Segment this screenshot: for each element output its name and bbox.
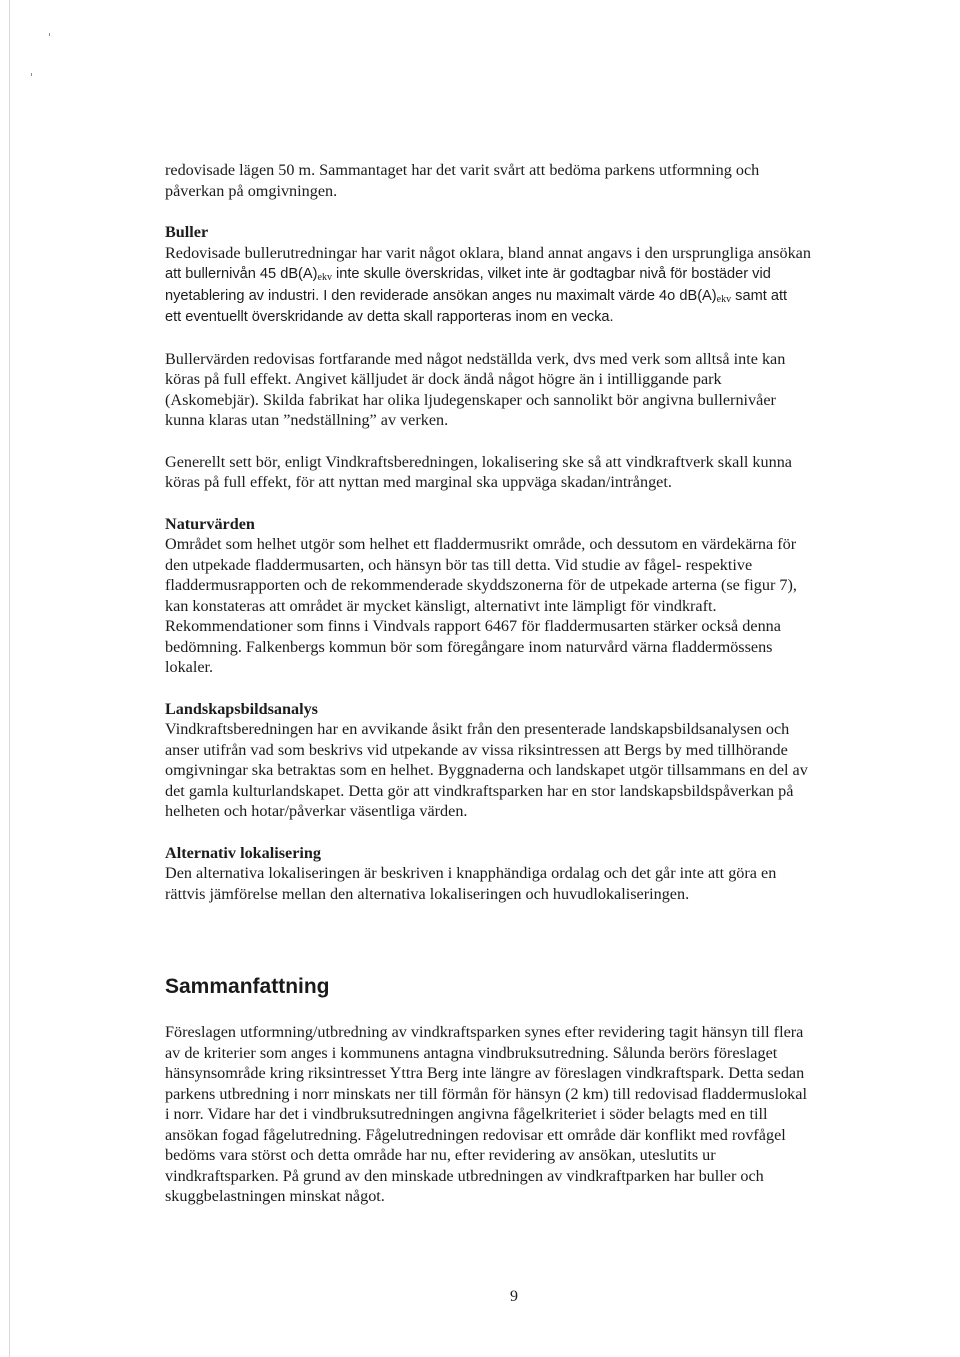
- intro-paragraph: [165, 160, 865, 201]
- text-line: bedömning. Falkenbergs kommun bör som föregångare inom naturvård värna fladdermössens: [165, 637, 773, 656]
- naturvarden-heading: Naturvärden: [165, 514, 255, 533]
- sammanfattning-paragraph: [165, 1022, 865, 1207]
- text-line: lokaler.: [165, 658, 214, 676]
- text-line: kan konstateras att området är mycket känsligt, alternativt inte lämpligt för vindkraft.: [165, 596, 717, 615]
- text-line: Området som helhet utgör som helhet ett fladdermusrikt område, och dessutom en värdekärna för: [165, 535, 797, 553]
- naturvarden-section: [165, 514, 865, 678]
- bullervarden-paragraph: [165, 349, 865, 431]
- sammanfattning-title: Sammanfattning: [165, 975, 330, 998]
- text-line: ansökan fogad fågelutredning. Fågelutredningen redovisar ett område där konflikt med rovfågel: [165, 1125, 786, 1144]
- text-line: den utpekade fladdermusarten, och hänsyn bör tas till detta. Vid studie av fågel- respektive: [165, 555, 753, 574]
- text-line: [165, 263, 865, 285]
- text-line: fladdermusrapporten och de rekommenderade skyddszonerna för de utpekade arterna (se figur 7),: [165, 576, 797, 594]
- text-line: [165, 306, 865, 328]
- text-line: Generellt sett bör, enligt Vindkraftsberedningen, lokalisering ske så att vindkraftverk skall kunna: [165, 452, 792, 471]
- generellt-paragraph: [165, 452, 865, 493]
- text-line: i norr. Vidare har det i vindbruksutredningen angivna fågelkriteriet i söder belagts med en till: [165, 1105, 768, 1123]
- document-body: [165, 160, 865, 1207]
- text-line: redovisade lägen 50 m. Sammantaget har det varit svårt att bedöma parkens utformning och: [165, 161, 760, 179]
- text-line: omgivningar ska betraktas som en helhet. Byggnaderna och landskapet utgör tillsammans en del av: [165, 761, 808, 779]
- text-line: Redovisade bullerutredningar har varit något oklara, bland annat angavs i den ursprungliga ansökan: [165, 243, 811, 262]
- text-line: Rekommendationer som finns i Vindvals rapport 6467 för fladdermusarten stärker också denna: [165, 617, 781, 635]
- text-line: Vindkraftsberedningen har en avvikande åsikt från den presenterade landskapsbildsanalysen och: [165, 720, 790, 738]
- landskap-section: [165, 699, 865, 822]
- text-line: köras på full effekt. Angivet källjudet är dock ändå något högre än i intilliggande park: [165, 370, 722, 388]
- alternativ-heading: Alternativ lokalisering: [165, 843, 322, 862]
- landskap-heading: Landskapsbildsanalys: [165, 699, 318, 718]
- text-line: parkens utbredning i norr minskats ner till förmån för hänsyn (2 km) till redovisad fladdermuslokal: [165, 1084, 807, 1103]
- text-line: av de kriterier som anges i kommunens antagna vindbruksutredning. Sålunda berörs föreslaget: [165, 1043, 778, 1062]
- text-run: nyetablering av industri.: [165, 287, 320, 304]
- text-line: (Askomebjär). Skilda fabrikat har olika ljudegenskaper och sannolikt bör angivna bullernivåer: [165, 390, 776, 409]
- text-line: [165, 285, 865, 307]
- alternativ-section: [165, 843, 865, 905]
- buller-section: [165, 222, 865, 328]
- subscript: ekv: [317, 272, 332, 283]
- subscript: ekv: [716, 293, 732, 305]
- text-line: hänsynsområde kring riksintresset Yttra Berg inte längre av föreslagen vindkraftspark. Detta sedan: [165, 1064, 805, 1082]
- page-number: 9: [510, 1288, 518, 1305]
- text-line: anser utifrån vad som beskrivs vid utpekande av vissa riksintressen att Bergs by med tillhörande: [165, 740, 788, 759]
- buller-heading: Buller: [165, 223, 209, 241]
- text-line: köras på full effekt, för att nyttan med marginal ska uppväga skadan/intrånget.: [165, 473, 672, 491]
- text-run: inte skulle överskridas, vilket inte är godtagbar nivå för bostäder vid: [331, 266, 771, 282]
- text-line: vindkraftsparken. På grund av den minskade utbredningen av vindkraftparken har buller och: [165, 1166, 764, 1185]
- text-line: Föreslagen utformning/utbredning av vindkraftsparken synes efter revidering tagit hänsyn till flera: [165, 1023, 804, 1041]
- text-line: helheten och hotar/påverkar väsentliga värden.: [165, 802, 468, 820]
- text-run: ett eventuellt överskridande av detta skall rapporteras inom en vecka.: [165, 309, 614, 325]
- text-run: att bullernivån 45 dB(A): [165, 266, 318, 282]
- text-line: Bullervärden redovisas fortfarande med något nedställda verk, dvs med verk som alltså inte kan: [165, 349, 786, 368]
- text-line: rättvis jämförelse mellan den alternativa lokaliseringen och huvudlokaliseringen.: [165, 884, 690, 903]
- scan-edge-line: [9, 0, 10, 1357]
- text-line: kunna klaras utan ”nedställning” av verken.: [165, 411, 449, 429]
- scan-speck: [31, 73, 32, 76]
- text-line: bedöms vara störst och detta område har nu, efter revidering av ansökan, uteslutits ur: [165, 1146, 716, 1164]
- text-run: I den reviderade ansökan anges nu maximalt värde 4o dB(A): [319, 287, 717, 304]
- text-run: samt att: [731, 287, 788, 304]
- text-line: påverkan på omgivningen.: [165, 181, 338, 200]
- scan-speck: [49, 33, 50, 36]
- text-line: det gamla kulturlandskapet. Detta gör att vindkraftsparken har en stor landskapsbildspåverkan på: [165, 781, 794, 800]
- text-line: skuggbelastningen minskat något.: [165, 1187, 385, 1205]
- text-line: Den alternativa lokaliseringen är beskriven i knapphändiga ordalag och det går inte att göra en: [165, 864, 777, 882]
